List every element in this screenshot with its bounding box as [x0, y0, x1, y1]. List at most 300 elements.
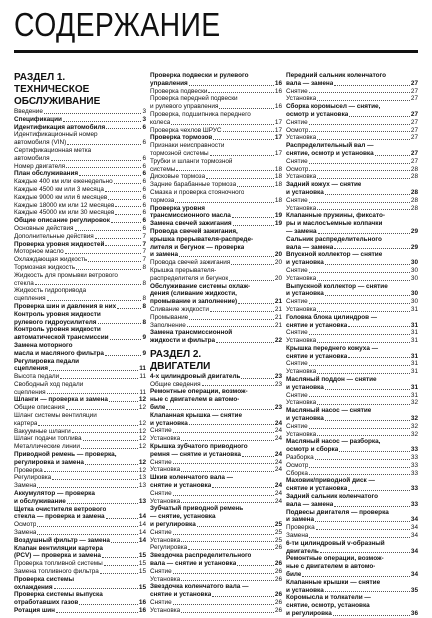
toc-entry[interactable]: [150, 173, 282, 181]
toc-entry[interactable]: [14, 155, 146, 163]
toc-entry[interactable]: [286, 283, 418, 291]
toc-entry[interactable]: [286, 158, 418, 166]
toc-entry[interactable]: [150, 134, 282, 142]
toc-entry[interactable]: [150, 466, 282, 474]
dot-leader: [111, 542, 138, 543]
toc-page-number: 3: [142, 108, 146, 115]
dot-leader: [202, 385, 274, 386]
dot-leader: [210, 155, 274, 156]
toc-entry[interactable]: [150, 451, 282, 459]
toc-entry[interactable]: [286, 548, 418, 556]
toc-entry[interactable]: [14, 482, 146, 490]
toc-entry[interactable]: [150, 283, 282, 291]
toc-entry[interactable]: [14, 607, 146, 615]
toc-entry[interactable]: [14, 186, 146, 194]
toc-entry[interactable]: [150, 80, 282, 88]
toc-entry[interactable]: [150, 529, 282, 537]
toc-entry[interactable]: [14, 225, 146, 233]
toc-entry[interactable]: [14, 241, 146, 249]
toc-entry[interactable]: [286, 376, 418, 384]
toc-entry[interactable]: [14, 365, 146, 373]
toc-entry[interactable]: [286, 571, 418, 579]
toc-entry[interactable]: [150, 521, 282, 529]
toc-entry[interactable]: [150, 396, 282, 404]
toc-entry-title: Номер двигателя: [14, 162, 66, 170]
toc-entry[interactable]: [150, 251, 282, 259]
toc-entry[interactable]: [14, 350, 146, 358]
section-heading: РАЗДЕЛ 1.: [14, 72, 66, 83]
toc-entry-title: автомобиля (VIN): [14, 139, 67, 147]
toc-entry-title: Провода свечей зажигания,: [150, 227, 238, 235]
toc-page-number: 22: [274, 337, 282, 345]
toc-entry[interactable]: [14, 202, 146, 210]
toc-entry[interactable]: [286, 275, 418, 283]
toc-entry[interactable]: [286, 88, 418, 96]
toc-entry[interactable]: [14, 389, 146, 397]
toc-entry[interactable]: [286, 220, 418, 228]
dot-leader: [111, 222, 142, 223]
toc-column-1: [14, 72, 146, 615]
toc-entry[interactable]: [150, 88, 282, 96]
toc-entry[interactable]: [150, 259, 282, 267]
toc-page-number: 27: [410, 118, 418, 126]
toc-entry[interactable]: [14, 287, 146, 295]
toc-entry[interactable]: [14, 412, 146, 420]
toc-entry[interactable]: [150, 591, 282, 599]
toc-entry-title: Передний сальник коленчатого: [286, 72, 387, 79]
toc-entry[interactable]: [14, 521, 146, 529]
toc-entry[interactable]: [286, 368, 418, 376]
toc-entry[interactable]: [150, 158, 282, 166]
toc-entry[interactable]: [150, 150, 282, 158]
dot-leader: [375, 155, 410, 156]
toc-entry-title: и замена: [150, 251, 179, 259]
toc-entry[interactable]: [286, 337, 418, 345]
toc-entry[interactable]: [286, 579, 418, 587]
toc-entry[interactable]: [14, 170, 146, 178]
toc-entry[interactable]: [286, 446, 418, 454]
toc-entry[interactable]: [150, 329, 282, 337]
toc-entry-title: Приводной ремень — проверка,: [14, 451, 117, 459]
toc-entry[interactable]: [150, 560, 282, 568]
toc-entry-title: Замена топливного фильтра: [14, 568, 99, 576]
toc-entry-title: — снятие, установка: [150, 513, 216, 521]
dot-leader: [181, 541, 274, 542]
toc-entry[interactable]: [286, 392, 418, 400]
dot-leader: [210, 311, 274, 312]
toc-entry[interactable]: [150, 142, 282, 150]
toc-entry[interactable]: [14, 319, 146, 327]
toc-entry[interactable]: [14, 233, 146, 241]
toc-entry[interactable]: [150, 568, 282, 576]
toc-entry[interactable]: [286, 509, 418, 517]
toc-entry[interactable]: [286, 516, 418, 524]
toc-entry-title: Установка: [150, 435, 181, 443]
toc-entry-title: Задний сальник коленчатого: [286, 493, 378, 501]
toc-page-number: 34: [410, 547, 418, 555]
toc-entry[interactable]: [14, 459, 146, 467]
dot-leader: [309, 124, 410, 125]
toc-entry[interactable]: [14, 264, 146, 272]
dot-leader: [109, 401, 138, 402]
toc-entry[interactable]: [14, 217, 146, 225]
dot-leader: [317, 435, 410, 436]
toc-entry-title: Снятие: [286, 329, 308, 337]
toc-page-number: 32: [410, 415, 418, 423]
toc-entry[interactable]: [286, 501, 418, 509]
toc-entry[interactable]: [14, 373, 146, 381]
toc-entry[interactable]: [286, 134, 418, 142]
toc-entry-title: Снятие: [286, 87, 308, 95]
toc-entry[interactable]: [286, 462, 418, 470]
toc-entry[interactable]: [14, 342, 146, 350]
toc-entry-title: картера: [14, 419, 38, 427]
toc-entry[interactable]: [14, 295, 146, 303]
toc-entry[interactable]: [14, 513, 146, 521]
title-rule: [14, 50, 418, 53]
toc-entry[interactable]: [286, 189, 418, 197]
dot-leader: [105, 245, 141, 246]
dot-leader: [229, 280, 274, 281]
toc-entry[interactable]: [150, 552, 282, 560]
toc-entry[interactable]: [286, 329, 418, 337]
toc-entry-title: Клапан вентиляции картера: [14, 544, 103, 552]
toc-entry[interactable]: [286, 244, 418, 252]
toc-entry[interactable]: [150, 576, 282, 584]
toc-entry[interactable]: [150, 498, 282, 506]
dot-leader: [317, 280, 410, 281]
toc-page-number: 15: [138, 583, 146, 591]
toc-entry-title: Проверка системы: [14, 575, 75, 583]
dot-leader: [309, 474, 410, 475]
toc-entry[interactable]: [14, 334, 146, 342]
toc-entry[interactable]: [150, 459, 282, 467]
toc-page-number: 34: [410, 516, 418, 524]
toc-entry[interactable]: [286, 594, 418, 602]
toc-entry[interactable]: [150, 298, 282, 306]
toc-entry[interactable]: [286, 150, 418, 158]
toc-entry[interactable]: [14, 552, 146, 560]
toc-entry[interactable]: [286, 540, 418, 548]
toc-entry[interactable]: [286, 493, 418, 501]
toc-entry[interactable]: [286, 306, 418, 314]
toc-entry[interactable]: [14, 490, 146, 498]
toc-entry[interactable]: [14, 591, 146, 599]
toc-page-number: 23: [274, 404, 282, 412]
toc-entry[interactable]: [14, 178, 146, 186]
toc-entry[interactable]: [286, 438, 418, 446]
toc-entry[interactable]: [286, 95, 418, 103]
toc-entry[interactable]: [14, 358, 146, 366]
toc-entry[interactable]: [286, 228, 418, 236]
dot-leader: [242, 456, 274, 457]
dot-leader: [88, 261, 141, 262]
toc-entry[interactable]: [286, 353, 418, 361]
toc-entry[interactable]: [150, 322, 282, 330]
toc-entry[interactable]: [150, 412, 282, 420]
toc-page-number: 31: [410, 329, 418, 337]
toc-entry[interactable]: [150, 420, 282, 428]
toc-entry[interactable]: [14, 599, 146, 607]
toc-entry[interactable]: [286, 212, 418, 220]
toc-entry[interactable]: [286, 267, 418, 275]
dot-leader: [108, 199, 141, 200]
toc-entry[interactable]: [286, 384, 418, 392]
toc-page-number: 31: [410, 352, 418, 360]
toc-entry[interactable]: [286, 173, 418, 181]
toc-entry[interactable]: [150, 119, 282, 127]
toc-entry[interactable]: [14, 451, 146, 459]
toc-entry[interactable]: [286, 205, 418, 213]
toc-column-2: [150, 72, 282, 615]
toc-entry[interactable]: [150, 267, 282, 275]
toc-entry-title: Осмотр: [286, 165, 309, 173]
toc-entry[interactable]: [150, 314, 282, 322]
toc-entry[interactable]: [14, 108, 146, 116]
toc-entry[interactable]: [14, 396, 146, 404]
toc-entry[interactable]: [286, 181, 418, 189]
toc-entry[interactable]: [286, 298, 418, 306]
toc-page-number: 24: [274, 497, 282, 505]
toc-entry-title: Клапанная крышка — снятие: [150, 411, 243, 419]
toc-entry[interactable]: [14, 248, 146, 256]
toc-entry[interactable]: [14, 584, 146, 592]
toc-entry[interactable]: [14, 131, 146, 139]
toc-entry[interactable]: [150, 583, 282, 591]
toc-entry[interactable]: [286, 454, 418, 462]
toc-entry[interactable]: [286, 142, 418, 150]
toc-entry[interactable]: [150, 607, 282, 615]
toc-entry[interactable]: [286, 251, 418, 259]
toc-entry[interactable]: [14, 537, 146, 545]
toc-entry[interactable]: [14, 467, 146, 475]
dot-leader: [348, 326, 410, 327]
toc-entry[interactable]: [150, 544, 282, 552]
toc-entry[interactable]: [150, 435, 282, 443]
toc-entry[interactable]: [14, 435, 146, 443]
toc-entry[interactable]: [286, 322, 418, 330]
toc-entry[interactable]: [286, 166, 418, 174]
toc-entry[interactable]: [14, 194, 146, 202]
toc-entry[interactable]: [150, 290, 282, 298]
toc-entry-title: Установка: [286, 399, 317, 407]
toc-entry-title: Маховик/приводной диск —: [286, 477, 375, 485]
dot-leader: [317, 311, 410, 312]
toc-entry[interactable]: [286, 431, 418, 439]
toc-entry[interactable]: [286, 470, 418, 478]
toc-entry[interactable]: [150, 505, 282, 513]
toc-entry[interactable]: [286, 563, 418, 571]
toc-entry-title: охлаждения: [14, 583, 53, 591]
toc-entry[interactable]: [14, 545, 146, 553]
section-heading: ТЕХНИЧЕСКОЕ: [14, 84, 90, 95]
toc-entry[interactable]: [150, 427, 282, 435]
toc-entry-title: и регулировка: [150, 521, 196, 529]
toc-entry[interactable]: [14, 506, 146, 514]
dot-leader: [309, 272, 410, 273]
toc-page-number: 24: [274, 427, 282, 435]
dot-leader: [176, 170, 274, 171]
toc-entry[interactable]: [150, 220, 282, 228]
toc-entry[interactable]: [150, 474, 282, 482]
toc-entry[interactable]: [14, 116, 146, 124]
toc-entry[interactable]: [286, 423, 418, 431]
dot-leader: [104, 565, 138, 566]
toc-page-number: 9: [142, 334, 146, 342]
toc-page-number: 15: [138, 560, 146, 568]
toc-entry[interactable]: [150, 111, 282, 119]
toc-page-number: 35: [410, 586, 418, 594]
toc-entry[interactable]: [14, 303, 146, 311]
toc-entry-title: и установка: [286, 586, 324, 594]
toc-entry[interactable]: [286, 127, 418, 135]
dot-leader: [309, 92, 410, 93]
toc-entry[interactable]: [286, 477, 418, 485]
toc-entry[interactable]: [14, 428, 146, 436]
toc-entry-title: крышка прерывателя-распреде-: [150, 235, 254, 243]
toc-entry[interactable]: [14, 209, 146, 217]
toc-entry[interactable]: [14, 326, 146, 334]
toc-page-number: 31: [410, 337, 418, 345]
toc-entry[interactable]: [286, 407, 418, 415]
toc-entry[interactable]: [150, 537, 282, 545]
toc-entry[interactable]: [286, 72, 418, 80]
toc-entry[interactable]: [14, 280, 146, 288]
toc-entry[interactable]: [150, 212, 282, 220]
toc-entry-title: Регулировка: [150, 544, 188, 552]
toc-entry[interactable]: [150, 373, 282, 381]
toc-entry[interactable]: [14, 576, 146, 584]
dot-leader: [317, 209, 410, 210]
toc-entry[interactable]: [150, 404, 282, 412]
toc-entry[interactable]: [14, 147, 146, 155]
toc-entry[interactable]: [14, 560, 146, 568]
toc-page-number: 6: [142, 193, 146, 201]
dot-leader: [241, 378, 273, 379]
toc-entry-title: Охлаждающая жидкость: [14, 256, 88, 264]
toc-entry[interactable]: [286, 587, 418, 595]
toc-entry-title: Снятие: [150, 528, 172, 536]
toc-entry-title: лителя и бегунок — проверка: [150, 243, 245, 251]
toc-entry-title: Установка: [286, 95, 317, 103]
toc-entry[interactable]: [150, 275, 282, 283]
toc-entry[interactable]: [150, 95, 282, 103]
toc-entry[interactable]: [286, 524, 418, 532]
toc-entry[interactable]: [14, 381, 146, 389]
toc-entry[interactable]: [150, 490, 282, 498]
toc-entry[interactable]: [150, 228, 282, 236]
toc-entry[interactable]: [14, 498, 146, 506]
toc-entry[interactable]: [286, 345, 418, 353]
toc-entry[interactable]: [150, 388, 282, 396]
toc-entry[interactable]: [150, 103, 282, 111]
toc-entry[interactable]: [14, 568, 146, 576]
toc-entry[interactable]: [286, 485, 418, 493]
toc-entry[interactable]: [150, 72, 282, 80]
toc-page-number: 12: [138, 435, 146, 443]
toc-entry[interactable]: [14, 139, 146, 147]
toc-entry[interactable]: [14, 256, 146, 264]
toc-entry[interactable]: [150, 205, 282, 213]
toc-entry[interactable]: [286, 111, 418, 119]
toc-entry[interactable]: [150, 599, 282, 607]
toc-entry[interactable]: [14, 443, 146, 451]
toc-entry[interactable]: [286, 360, 418, 368]
toc-entry[interactable]: [150, 166, 282, 174]
toc-entry[interactable]: [150, 197, 282, 205]
toc-entry[interactable]: [286, 610, 418, 618]
toc-entry[interactable]: [286, 80, 418, 88]
toc-entry[interactable]: [14, 124, 146, 132]
dot-leader: [105, 191, 141, 192]
toc-entry[interactable]: [14, 420, 146, 428]
toc-entry[interactable]: [14, 272, 146, 280]
toc-entry-title: Дисковые тормоза: [150, 173, 206, 181]
toc-entry-title: тормоза: [150, 196, 175, 204]
toc-entry[interactable]: [150, 189, 282, 197]
toc-page-number: 27: [410, 87, 418, 95]
toc-page-number: 21: [274, 298, 282, 306]
dot-leader: [219, 108, 273, 109]
toc-page-number: 20: [274, 259, 282, 267]
toc-entry[interactable]: [286, 103, 418, 111]
toc-page-number: 24: [274, 419, 282, 427]
toc-entry[interactable]: [150, 236, 282, 244]
toc-page-number: 14: [138, 521, 146, 529]
toc-entry[interactable]: [286, 399, 418, 407]
toc-entry[interactable]: [286, 119, 418, 127]
toc-entry-title: Замена: [14, 482, 37, 490]
toc-entry[interactable]: [150, 306, 282, 314]
toc-entry[interactable]: [150, 127, 282, 135]
toc-entry[interactable]: [286, 197, 418, 205]
toc-entry[interactable]: [286, 236, 418, 244]
toc-entry[interactable]: [150, 513, 282, 521]
toc-entry[interactable]: [286, 314, 418, 322]
toc-entry[interactable]: [150, 482, 282, 490]
toc-entry-title: Моторное масло: [14, 248, 64, 256]
toc-entry[interactable]: [286, 532, 418, 540]
toc-entry[interactable]: [14, 404, 146, 412]
dot-leader: [334, 506, 410, 507]
toc-entry-title: Проверка топливной системы: [14, 560, 103, 568]
toc-page-number: 6: [142, 123, 146, 131]
toc-entry-title: Проверка, подшипника переднего: [150, 110, 251, 118]
toc-entry[interactable]: [150, 381, 282, 389]
toc-entry[interactable]: [150, 443, 282, 451]
toc-entry[interactable]: [286, 555, 418, 563]
dot-leader: [75, 230, 142, 231]
toc-entry[interactable]: [14, 529, 146, 537]
toc-entry-title: Идентификация автомобиля: [14, 123, 106, 131]
toc-entry[interactable]: [14, 311, 146, 319]
toc-entry-title: рулевого гидроусилителя: [14, 318, 97, 326]
toc-entry[interactable]: [286, 290, 418, 298]
toc-entry-title: Установка: [150, 466, 181, 474]
toc-entry[interactable]: [150, 337, 282, 345]
toc-page-number: 13: [138, 497, 146, 505]
dot-leader: [66, 409, 138, 410]
toc-entry[interactable]: [14, 163, 146, 171]
toc-entry[interactable]: [286, 415, 418, 423]
toc-entry[interactable]: [286, 259, 418, 267]
toc-entry[interactable]: [14, 474, 146, 482]
toc-entry[interactable]: [150, 181, 282, 189]
toc-page-number: 34: [410, 524, 418, 532]
toc-entry-title: Подвесы двигателя — проверка: [286, 508, 389, 516]
toc-entry[interactable]: [150, 244, 282, 252]
toc-entry[interactable]: [286, 602, 418, 610]
